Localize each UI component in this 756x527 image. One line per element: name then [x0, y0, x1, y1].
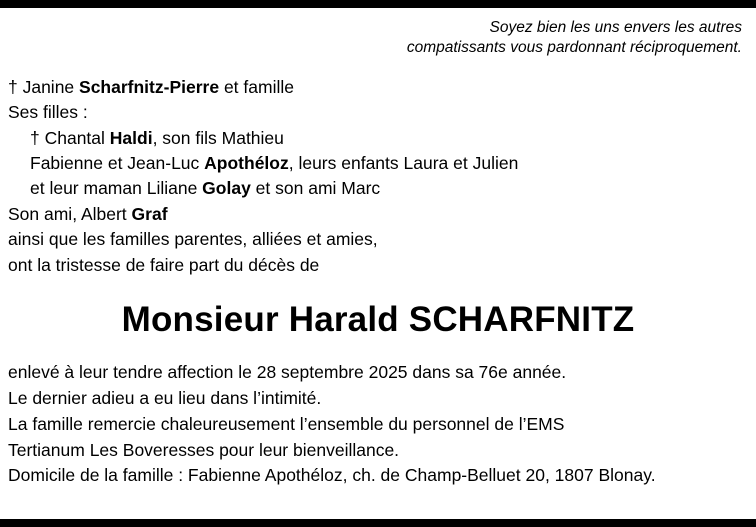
family-line-name: Apothéloz — [204, 153, 289, 174]
family-line-prefix: † Janine — [8, 76, 80, 97]
family-line — [8, 100, 748, 125]
family-line-name: Haldi — [109, 127, 153, 148]
closing-line: Tertianum Les Boveresses pour leur bienveillance. — [8, 439, 400, 460]
family-line-prefix: ont la tristesse de faire part du décès de — [8, 254, 320, 275]
family-line-name: Scharfnitz-Pierre — [79, 76, 220, 97]
family-line-prefix: Fabienne et Jean-Luc — [30, 153, 205, 174]
family-line-suffix: , leurs enfants Laura et Julien — [288, 153, 519, 174]
family-line — [8, 151, 748, 176]
family-line-prefix: et leur maman Liliane — [30, 178, 203, 199]
obituary-notice — [0, 8, 756, 519]
closing-text — [8, 360, 748, 489]
family-line — [8, 176, 748, 201]
family-announcement — [8, 75, 748, 278]
family-line — [8, 202, 748, 227]
epigraph — [8, 18, 748, 59]
family-line — [8, 253, 748, 278]
family-line-prefix: ainsi que les familles parentes, alliées et amies, — [8, 229, 378, 250]
closing-line: La famille remercie chaleureusement l’ensemble du personnel de l’EMS — [8, 413, 565, 434]
family-line-prefix: Ses filles : — [8, 102, 88, 123]
family-line — [8, 75, 748, 100]
closing-line: Le dernier adieu a eu lieu dans l’intimité. — [8, 387, 322, 408]
deceased-name: Monsieur Harald SCHARFNITZ — [121, 299, 635, 339]
family-line-name: Golay — [202, 178, 251, 199]
family-line-name: Graf — [131, 203, 168, 224]
family-line-suffix: , son fils Mathieu — [152, 127, 284, 148]
epigraph-line: Soyez bien les uns envers les autres — [489, 19, 742, 36]
closing-line: Domicile de la famille : Fabienne Apothéloz, ch. de Champ-Belluet 20, 1807 Blonay. — [8, 465, 656, 486]
family-line-prefix: † Chantal — [30, 127, 110, 148]
family-line-suffix: et famille — [219, 76, 294, 97]
family-line — [8, 126, 748, 151]
closing-line: enlevé à leur tendre affection le 28 septembre 2025 dans sa 76e année. — [8, 361, 567, 382]
epigraph-line: compatissants vous pardonnant réciproquement. — [406, 39, 742, 57]
family-line-prefix: Son ami, Albert — [8, 203, 132, 224]
family-line-suffix: et son ami Marc — [250, 178, 381, 199]
family-line — [8, 227, 748, 252]
